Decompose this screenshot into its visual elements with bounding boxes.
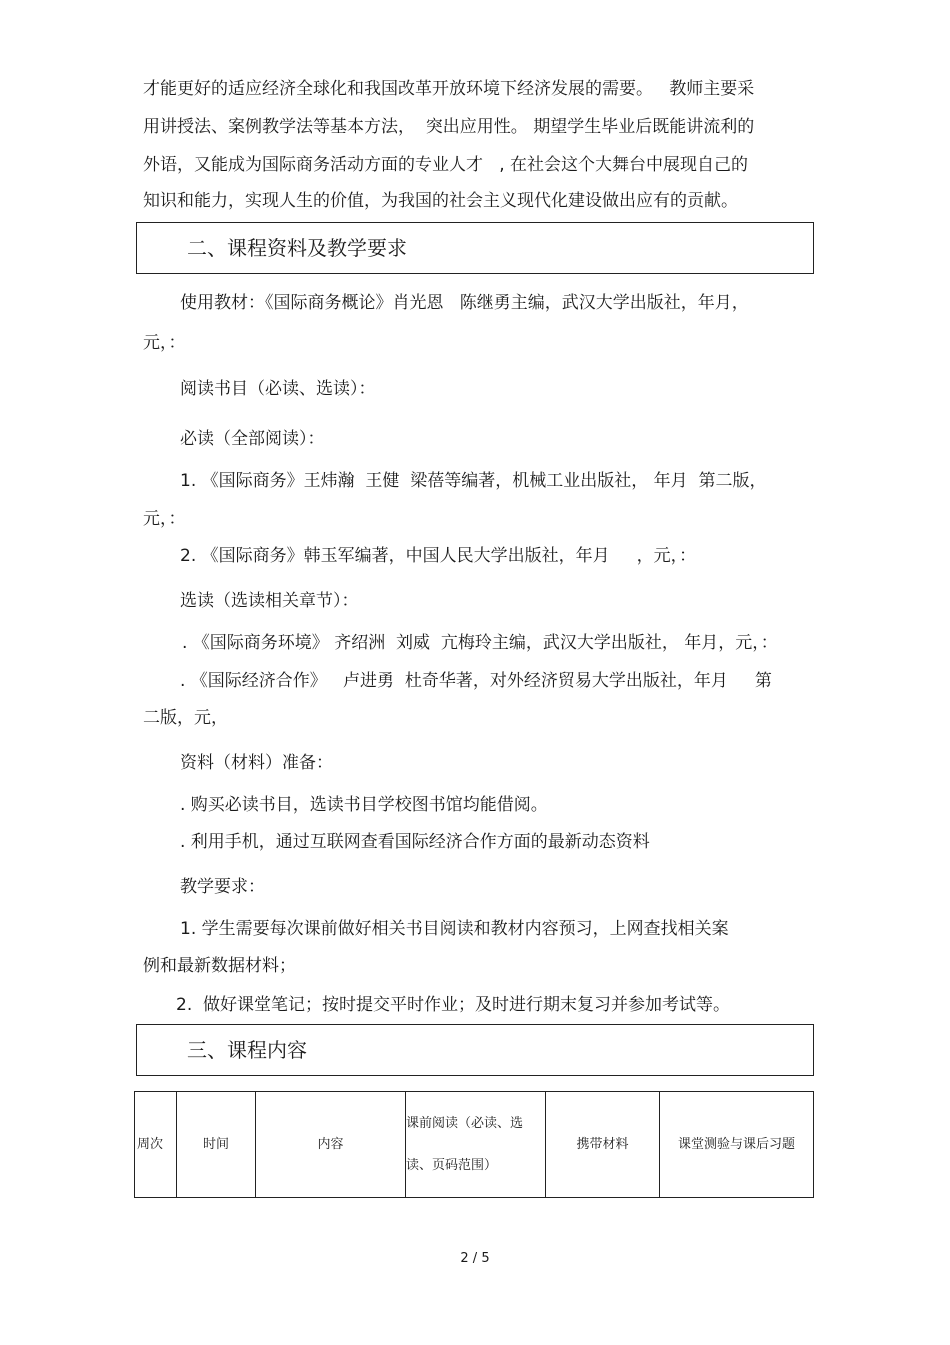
required-heading: 必读（全部阅读）： — [180, 429, 325, 449]
header-content: 内容 — [256, 1092, 406, 1198]
header-pre-reading-line-1: 课前阅读（必读、选 — [406, 1115, 524, 1131]
header-pre-reading-line-2: 读、页码范围） — [406, 1157, 498, 1173]
header-time: 时间 — [177, 1092, 256, 1198]
teaching-req-1-line-2: 例和最新数据材料； — [143, 956, 296, 976]
materials-item-1: . 购买必读书目，选读书目学校图书馆均能借阅。 — [180, 795, 548, 815]
intro-line-1: 才能更好的适应经济全球化和我国改革开放环境下经济发展的需要。 教师主要采 — [143, 79, 755, 99]
required-item-2: 2. 《国际商务》韩玉军编著，中国人民大学出版社，年月 ，元，： — [180, 546, 697, 566]
course-schedule-table — [134, 1091, 814, 1198]
intro-line-2: 用讲授法、案例教学法等基本方法， 突出应用性。 期望学生毕业后既能讲流利的 — [143, 117, 755, 137]
header-materials: 携带材料 — [546, 1092, 660, 1198]
section-2-title: 二、课程资料及教学要求 — [187, 236, 407, 260]
table-header-row — [135, 1092, 814, 1198]
textbook-line-2: 元，： — [143, 333, 186, 353]
textbook-line-1: 使用教材：《国际商务概论》肖光恩 陈继勇主编，武汉大学出版社，年月， — [180, 293, 749, 313]
section-2-heading-box — [136, 222, 814, 274]
optional-item-2-line-1: . 《国际经济合作》 卢进勇 杜奇华著，对外经济贸易大学出版社，年月 第 — [180, 671, 772, 691]
section-3-title: 三、课程内容 — [187, 1038, 307, 1062]
optional-heading: 选读（选读相关章节）： — [180, 591, 359, 611]
optional-item-1: . 《国际商务环境》 齐绍洲 刘威 亢梅玲主编，武汉大学出版社， 年月，元，： — [182, 633, 778, 653]
section-3-heading-box — [136, 1024, 814, 1076]
teaching-req-1-line-1: 1. 学生需要每次课前做好相关书目阅读和教材内容预习，上网查找相关案 — [180, 919, 729, 939]
required-item-1-line-2: 元，： — [143, 509, 186, 529]
page-number: 2 / 5 — [460, 1251, 490, 1266]
header-week: 周次 — [135, 1092, 177, 1198]
header-tests: 课堂测验与课后习题 — [660, 1092, 814, 1198]
teaching-req-2: 2. 做好课堂笔记；按时提交平时作业；及时进行期末复习并参加考试等。 — [176, 995, 731, 1015]
intro-line-3: 外语，又能成为国际商务活动方面的专业人才 , 在社会这个大舞台中展现自己的 — [143, 155, 749, 175]
materials-heading: 资料（材料）准备： — [180, 753, 333, 773]
optional-item-2-line-2: 二版，元， — [143, 708, 228, 728]
header-pre-reading — [406, 1092, 546, 1198]
teaching-req-heading: 教学要求： — [180, 877, 265, 897]
intro-line-4: 知识和能力，实现人生的价值，为我国的社会主义现代化建设做出应有的贡献。 — [143, 191, 738, 211]
reading-heading: 阅读书目（必读、选读）： — [180, 379, 376, 399]
required-item-1-line-1: 1. 《国际商务》王炜瀚 王健 梁蓓等编著，机械工业出版社， 年月 第二版， — [180, 471, 767, 491]
materials-item-2: . 利用手机，通过互联网查看国际经济合作方面的最新动态资料 — [180, 832, 650, 852]
